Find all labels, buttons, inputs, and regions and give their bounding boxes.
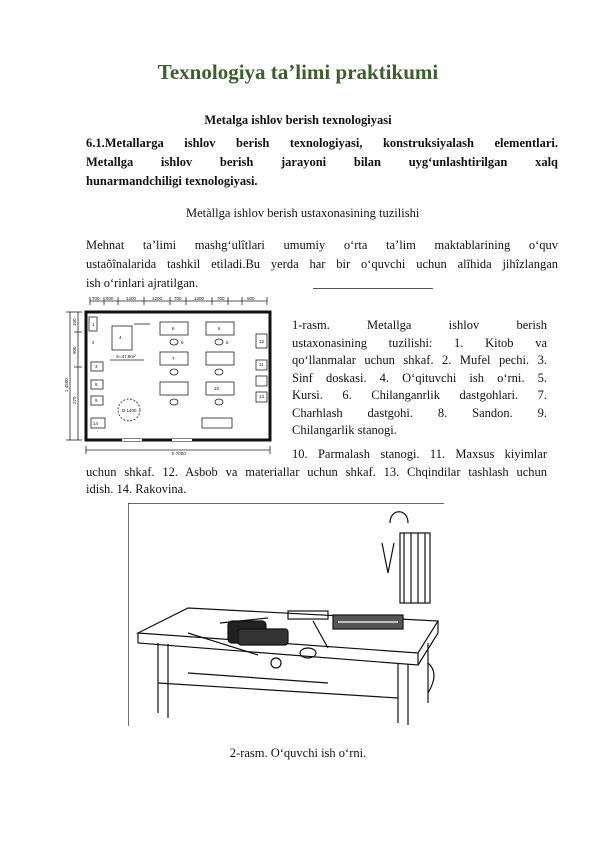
dim-label: 900	[72, 346, 77, 354]
room-number: 5	[226, 340, 229, 345]
figure1-caption	[292, 317, 547, 440]
area-label: S=47,8m²	[116, 354, 136, 359]
figure2-caption: 2-rasm. O‘quvchi ish o‘rni.	[229, 746, 367, 760]
caption-line: Kursi. 6. Chilanganrlik dastgohlari. 7.	[292, 388, 547, 402]
caption-line: Chilangarlik stanogi.	[292, 423, 397, 437]
caption-line: 10. Parmalash stanogi. 11. Maxsus kiyimlar	[292, 447, 547, 461]
dim-label: 1200	[194, 296, 205, 301]
body-paragraph	[86, 236, 558, 293]
caption-line: idish. 14. Rakovina.	[86, 482, 187, 496]
caption-line: Sinf doskasi. 4. O‘qituvchi ish o‘rni. 5.	[292, 370, 547, 385]
room-number: 9	[95, 398, 98, 403]
workshop-floor-plan	[62, 292, 284, 460]
dim-label: 600	[106, 296, 114, 301]
caption-line: Charhlash dastgohi. 8. Sandon. 9.	[292, 405, 547, 420]
paragraph-line: ustaõînalarida tashkil etiladi.Bu yerda har bir o‘quvchi uchun alîhida jihîzlangan	[86, 257, 558, 271]
heading-line: Metallga ishlov berish jarayoni bilan uyg‘unlashtirilgan xalq	[86, 155, 558, 169]
dim-label: 100	[72, 318, 77, 326]
separator-line	[313, 288, 433, 289]
caption-line: 1-rasm. Metallga ishlov berish	[292, 318, 547, 332]
page-title: Texnologiya ta’limi praktikumi	[157, 60, 439, 84]
dim-label: 1200	[152, 296, 163, 301]
caption-line: uchun shkaf. 12. Asbob va materiallar uchun shkaf. 13. Chqindilar tashlash uchun	[86, 464, 547, 479]
dim-label: 700	[217, 296, 225, 301]
heading-line: hunarmandchiligi texnologiyasi.	[86, 174, 258, 188]
room-number: 6	[172, 326, 175, 331]
circle-label: D 1400	[122, 408, 137, 413]
room-number: 7	[172, 356, 175, 361]
subheading: Metàllga ishlov berish ustaxonasining tuzilishi	[186, 206, 420, 220]
dim-label: b 7000	[172, 451, 186, 456]
chapter-heading	[86, 134, 558, 191]
paragraph-line: ish o‘rinlari ajratilgan.	[86, 276, 199, 290]
caption-line: ustaxonasining tuzilishi: 1. Kitob va	[292, 335, 547, 350]
dim-label: 1200	[126, 296, 137, 301]
room-number: 3	[95, 364, 98, 369]
paragraph-line: Mehnat ta’limi mashg‘ulîtlari umumiy o‘rta ta’lim maktablarining o‘quv	[86, 238, 558, 252]
heading-line: 6.1.Metallarga ishlov berish texnologiyasi, konstruksiyalash elementlari.	[86, 136, 558, 150]
room-number: 4	[119, 335, 122, 340]
room-number: 6	[218, 326, 221, 331]
figure1-caption-continued	[86, 446, 547, 499]
room-number: 13	[259, 394, 265, 399]
room-number: 8	[95, 382, 98, 387]
room-number: 12	[259, 339, 265, 344]
dim-label: 700	[92, 296, 100, 301]
room-number: 14	[93, 421, 99, 426]
room-number: 1	[92, 322, 95, 327]
dim-label: 700	[174, 296, 182, 301]
dim-label: 500	[247, 296, 255, 301]
room-number: 10	[214, 386, 220, 391]
dim-label: 1 4500	[64, 378, 69, 392]
workbench-illustration	[128, 503, 444, 726]
room-number: 2	[92, 340, 95, 345]
caption-line: qo‘llanmalar uchun shkaf. 2. Mufel pechi. 3.	[292, 353, 547, 367]
room-number: 11	[259, 362, 264, 367]
room-number: 5	[181, 340, 184, 345]
dim-label: 270	[72, 396, 77, 404]
section-title: Metalga ishlov berish texnologiyasi	[204, 113, 392, 127]
